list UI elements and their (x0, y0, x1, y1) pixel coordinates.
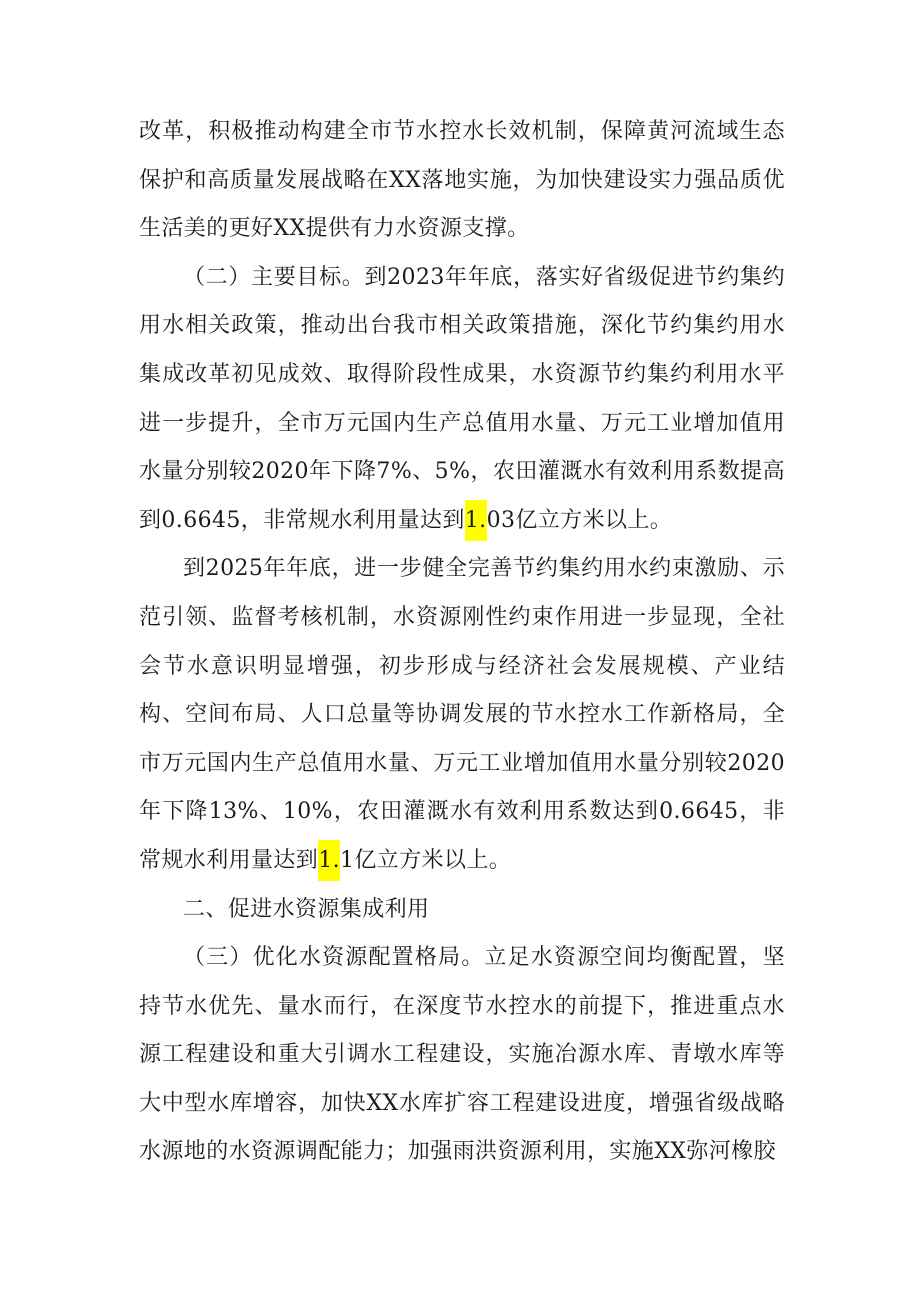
paragraph-4-text: （三）优化水资源配置格局。立足水资源空间均衡配置，坚持节水优先、量水而行，在深度节水控水的前提下，推进重点水源工程建设和重大引调水工程建设，实施冶源水库、青墩水库等大中型水库增容，加快XX水库扩容工程建设进度，增强省级战略水源地的水资源调配能力；加强雨洪资源利用，实施XX弥河橡胶 (139, 945, 785, 1165)
paragraph-4 (139, 934, 785, 1177)
paragraph-1-text: 改革，积极推动构建全市节水控水长效机制，保障黄河流域生态保护和高质量发展战略在XX落地实施，为加快建设实力强品质优生活美的更好XX提供有力水资源支撑。 (139, 119, 785, 242)
paragraph-3-text-after: 1亿立方米以上。 (340, 847, 512, 873)
paragraph-3-text-before: 到2025年年底，进一步健全完善节约集约用水约束激励、示范引领、监督考核机制，水资源刚性约束作用进一步显现，全社会节水意识明显增强，初步形成与经济社会发展规模、产业结构、空间布局、人口总量等协调发展的节水控水工作新格局，全市万元国内生产总值用水量、万元工业增加值用水量分别较2020年下降13%、10%，农田灌溉水有效利用系数达到0.6645，非常规水利用量达到 (139, 556, 785, 873)
paragraph-3-highlight: 1. (318, 840, 340, 881)
paragraph-2-text-before: （二）主要目标。到2023年年底，落实好省级促进节约集约用水相关政策，推动出台我市相关政策措施，深化节约集约用水集成改革初见成效、取得阶段性成果，水资源节约集约利用水平进一步提升，全市万元国内生产总值用水量、万元工业增加值用水量分别较2020年下降7%、5%，农田灌溉水有效利用系数提高到0.6645，非常规水利用量达到 (139, 264, 785, 533)
paragraph-2-text-after: 03亿立方米以上。 (486, 507, 673, 533)
paragraph-3 (139, 545, 785, 885)
paragraph-2 (139, 254, 785, 546)
document-body (139, 108, 785, 1177)
paragraph-2-highlight: 1. (465, 500, 487, 541)
section-heading-2: 二、促进水资源集成利用 (183, 896, 430, 922)
paragraph-1 (139, 108, 785, 254)
